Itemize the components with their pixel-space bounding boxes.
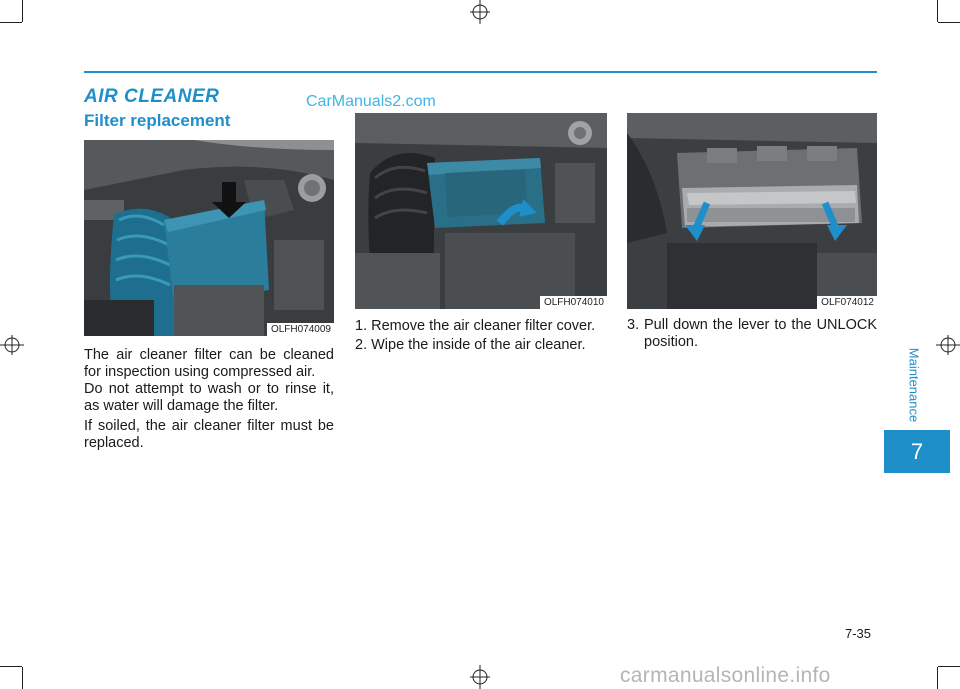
section-title: AIR CLEANER [84,86,220,107]
registration-mark-left [0,331,24,359]
registration-mark-top [466,0,494,24]
photo-code: OLFH074010 [540,296,607,309]
step-3-number: 3. [627,317,640,333]
crop-mark [22,667,23,689]
paragraph-compressed-air: The air cleaner filter can be cleaned for inspection using compressed air. [84,347,334,380]
crop-mark [0,666,22,667]
engine-bay-photo-3 [627,113,877,309]
crop-mark [0,22,22,23]
registration-mark-bottom [466,665,494,689]
chapter-tab: 7 [884,430,950,473]
crop-mark [938,666,960,667]
step-3-text: Pull down the lever to the UNLOCK position. [644,317,877,350]
paragraph-do-not-wash: Do not attempt to wash or to rinse it, as water will damage the filter. [84,381,334,414]
crop-mark [937,0,938,22]
registration-mark-right [936,331,960,359]
crop-mark [22,0,23,22]
photo-code: OLF074012 [817,296,877,309]
engine-bay-photo-2 [355,113,607,309]
engine-bay-illustration [627,113,877,309]
paragraph-replace-filter: If soiled, the air cleaner filter must be replaced. [84,418,334,451]
crop-mark [937,667,938,689]
engine-bay-illustration [84,140,334,336]
subsection-title: Filter replacement [84,111,231,130]
side-tab-label-container [894,340,934,430]
watermark-top: CarManuals2.com [306,93,436,110]
page-number: 7-35 [845,626,872,641]
engine-bay-illustration [355,113,607,309]
engine-bay-photo-1 [84,140,334,336]
watermark-bottom: carmanualsonline.info [620,664,831,687]
header-rule [84,71,877,73]
side-tab-label: Maintenance [906,347,922,423]
step-1: 1. Remove the air cleaner filter cover. [355,318,596,334]
photo-code: OLFH074009 [267,323,334,336]
step-2: 2. Wipe the inside of the air cleaner. [355,337,586,353]
crop-mark [938,22,960,23]
